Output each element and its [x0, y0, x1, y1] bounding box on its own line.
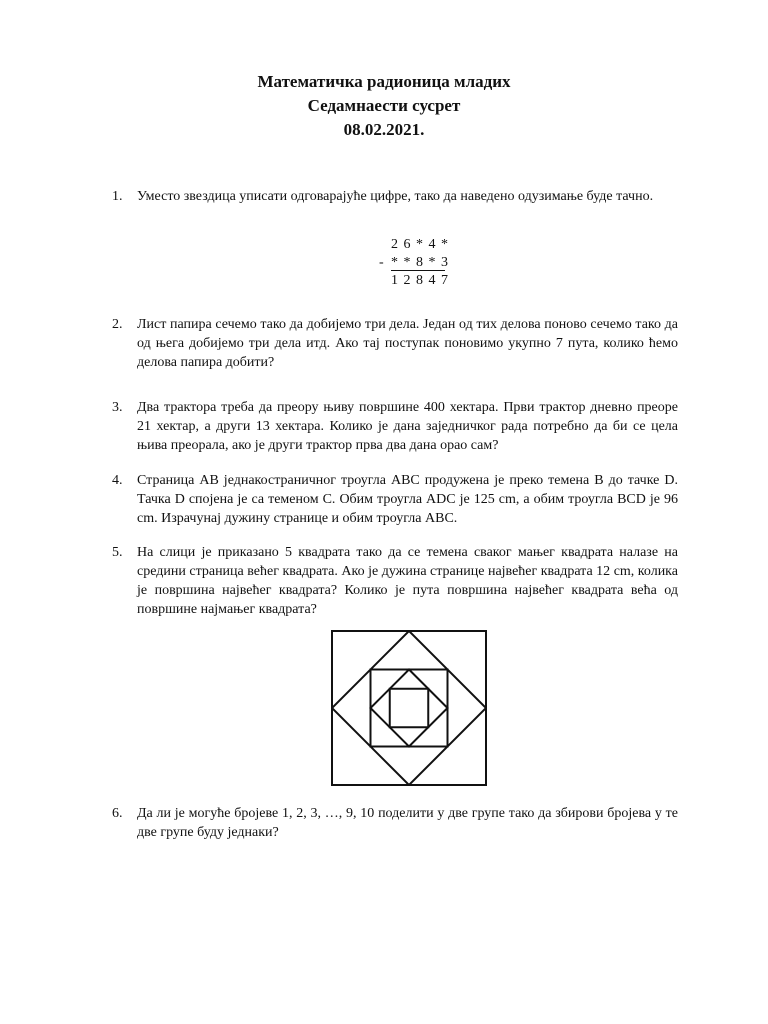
subtraction-minuend: 2 6 * 4 *: [391, 237, 449, 252]
problem-number: 2.: [112, 317, 123, 332]
worksheet-title: Математичка радионица младих: [257, 72, 511, 91]
square-3: [371, 670, 448, 747]
nested-squares-figure: [331, 630, 487, 786]
problem-text: Лист папира сечемо тако да добијемо три дела. Један од тих делова поново сечемо тако да од њега добијемо три дела итд. Ако тај поступак поновимо укупно 7 пута, колико ћемо делова папира добити?: [137, 317, 678, 370]
problem-1: [112, 187, 678, 206]
square-5: [390, 689, 429, 728]
square-1: [332, 631, 486, 785]
problem-number: 4.: [112, 473, 123, 488]
subtraction-subtrahend: * * 8 * 3: [391, 255, 449, 270]
problem-5: [112, 543, 678, 619]
subtraction-result: 1 2 8 4 7: [391, 273, 449, 288]
problem-number: 3.: [112, 400, 123, 415]
problem-3: [112, 398, 678, 455]
worksheet-subtitle: Седамнаести сусрет: [307, 96, 461, 115]
problem-2: [112, 315, 678, 372]
problem-number: 6.: [112, 806, 123, 821]
subtraction-minus-sign: -: [379, 255, 385, 270]
problem-4: [112, 471, 678, 528]
worksheet-date: 08.02.2021.: [343, 120, 425, 139]
problem-text: Уместо звездица уписати одговарајуће цифре, тако да наведено одузимање буде тачно.: [137, 189, 654, 204]
problem-number: 5.: [112, 545, 123, 560]
problem-text: Два трактора треба да преору њиву површине 400 хектара. Први трактор дневно преоре 21 хектар, а други 13 хектара. Колико је дана заједничког рада потребно да би се цела њива преорала, ако је други трактор прва два дана орао сам?: [137, 400, 678, 453]
worksheet-header: [0, 70, 768, 142]
subtraction-line: [391, 270, 445, 271]
problem-text: На слици је приказано 5 квадрата тако да се темена сваког мањег квадрата налазе на средини страница већег квадрата. Ако је дужина странице највећег квадрата 12 cm, колика је површина највећег квадрата? Колико је пута површина највећег квадрата већа од површине најмањег квадрата?: [137, 545, 678, 617]
problem-text: Страница AB једнакостраничног троугла ABC продужена је преко темена B до тачке D. Тачка D спојена је са теменом C. Обим троугла ADC је 125 cm, а обим троугла BCD је 96 cm. Израчунај дужину странице и обим троугла ABC.: [137, 473, 678, 526]
square-2: [332, 631, 486, 785]
problem-text: Да ли је могуће бројеве 1, 2, 3, …, 9, 10 поделити у две групе тако да збирови бројева у те две групе буду једнаки?: [137, 806, 678, 840]
square-4: [371, 670, 448, 747]
problem-number: 1.: [112, 189, 123, 204]
problem-6: [112, 804, 678, 842]
